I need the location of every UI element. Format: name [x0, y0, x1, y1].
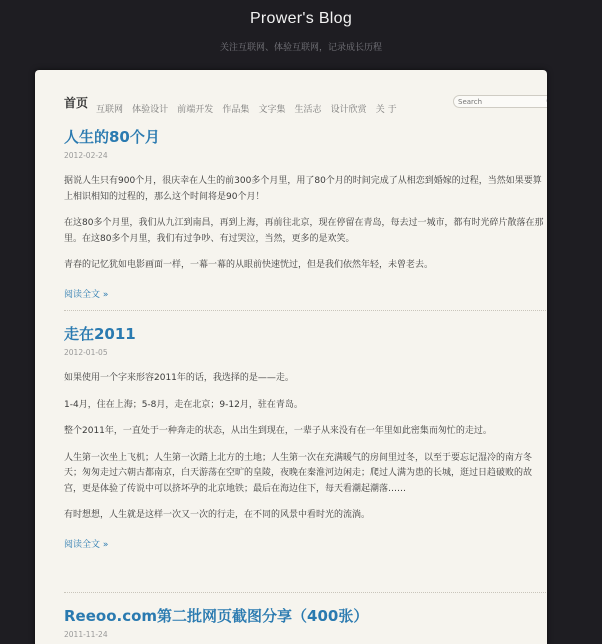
main-nav	[64, 93, 534, 115]
post-article	[64, 126, 546, 300]
post-title[interactable]: 走在2011	[64, 325, 136, 343]
post-date: 2011-11-24	[64, 630, 108, 639]
post-paragraph: 人生第一次坐上飞机；人生第一次踏上北方的土地；人生第一次在充满暖气的房间里过冬，以至于要忘记湿冷的南方冬天；匆匆走过六朝古都南京，白天游荡在空旷的皇陵，夜晚在秦淮河边闲走；爬过人满为患的长城，逛过日趋破败的故宫，更是体验了传说中可以挤坏孕的北京地铁；最后在海边住下，每天看潮起潮落……	[64, 452, 533, 494]
post-paragraph: 有时想想，人生就是这样一次又一次的行走，在不同的风景中看时光的流淌。	[64, 510, 371, 520]
post-paragraph: 如果使用一个字来形容2011年的话，我选择的是——走。	[64, 373, 294, 383]
post-body	[64, 371, 546, 524]
post-date: 2012-02-24	[64, 151, 108, 160]
site-tagline: 关注互联网、体验互联网，记录成长历程	[219, 43, 382, 53]
nav-item-frontend[interactable]: 前端开发	[177, 105, 214, 115]
post-paragraph: 1-4月，住在上海；5-8月，走在北京；9-12月，驻在青岛。	[64, 399, 303, 410]
post-paragraph: 整个2011年，一直处于一种奔走的状态，从出生到现在，一辈子从来没有在一年里如此密集而匆忙的走过。	[64, 426, 492, 436]
nav-item-portfolio[interactable]: 作品集	[222, 105, 250, 115]
nav-item-writing[interactable]: 文字集	[258, 105, 286, 115]
post-article	[64, 323, 546, 550]
nav-item-internet[interactable]: 互联网	[96, 105, 124, 115]
search-box	[453, 95, 547, 108]
nav-item-life[interactable]: 生活志	[294, 105, 322, 115]
nav-item-design-gallery[interactable]: 设计欣赏	[330, 105, 367, 115]
post-body	[64, 174, 546, 274]
post-paragraph: 青春的记忆犹如电影画面一样，一幕一幕的从眼前快速恍过，但是我们依然年轻，未曾老去。	[64, 260, 434, 270]
nav-item-home[interactable]: 首页	[64, 96, 89, 110]
post-paragraph: 在这80多个月里，我们从九江到南昌，再到上海，再前往北京，现在停留在青岛，每去过一城市，都有时光碎片散落在那里。在这80多个月里，我们有过争吵、有过哭泣，当然，更多的是欢笑。	[64, 218, 544, 244]
post-date: 2012-01-05	[64, 348, 108, 357]
post-divider	[64, 592, 546, 593]
search-input[interactable]	[458, 96, 544, 107]
content-card	[35, 70, 547, 644]
post-paragraph: 据说人生只有900个月，很庆幸在人生的前300多个月里，用了80个月的时间完成了从相恋到婚嫁的过程，当然如果要算上相识相知的过程的，那么这个时间将是90个月！	[64, 176, 542, 202]
post-title[interactable]: Reeoo.com第二批网页截图分享（400张）	[64, 607, 369, 625]
nav-items	[96, 97, 401, 116]
site-title[interactable]: Prower's Blog	[249, 10, 353, 27]
post-title[interactable]: 人生的80个月	[64, 128, 160, 146]
search-icon[interactable]	[546, 97, 547, 106]
read-more-link[interactable]: 阅读全文 »	[64, 539, 109, 550]
nav-item-about[interactable]: 关 于	[375, 105, 397, 115]
nav-item-ux-design[interactable]: 体验设计	[132, 105, 169, 115]
site-header	[0, 0, 602, 70]
post-article	[64, 605, 546, 639]
read-more-link[interactable]: 阅读全文 »	[64, 289, 109, 300]
post-divider	[64, 310, 546, 311]
